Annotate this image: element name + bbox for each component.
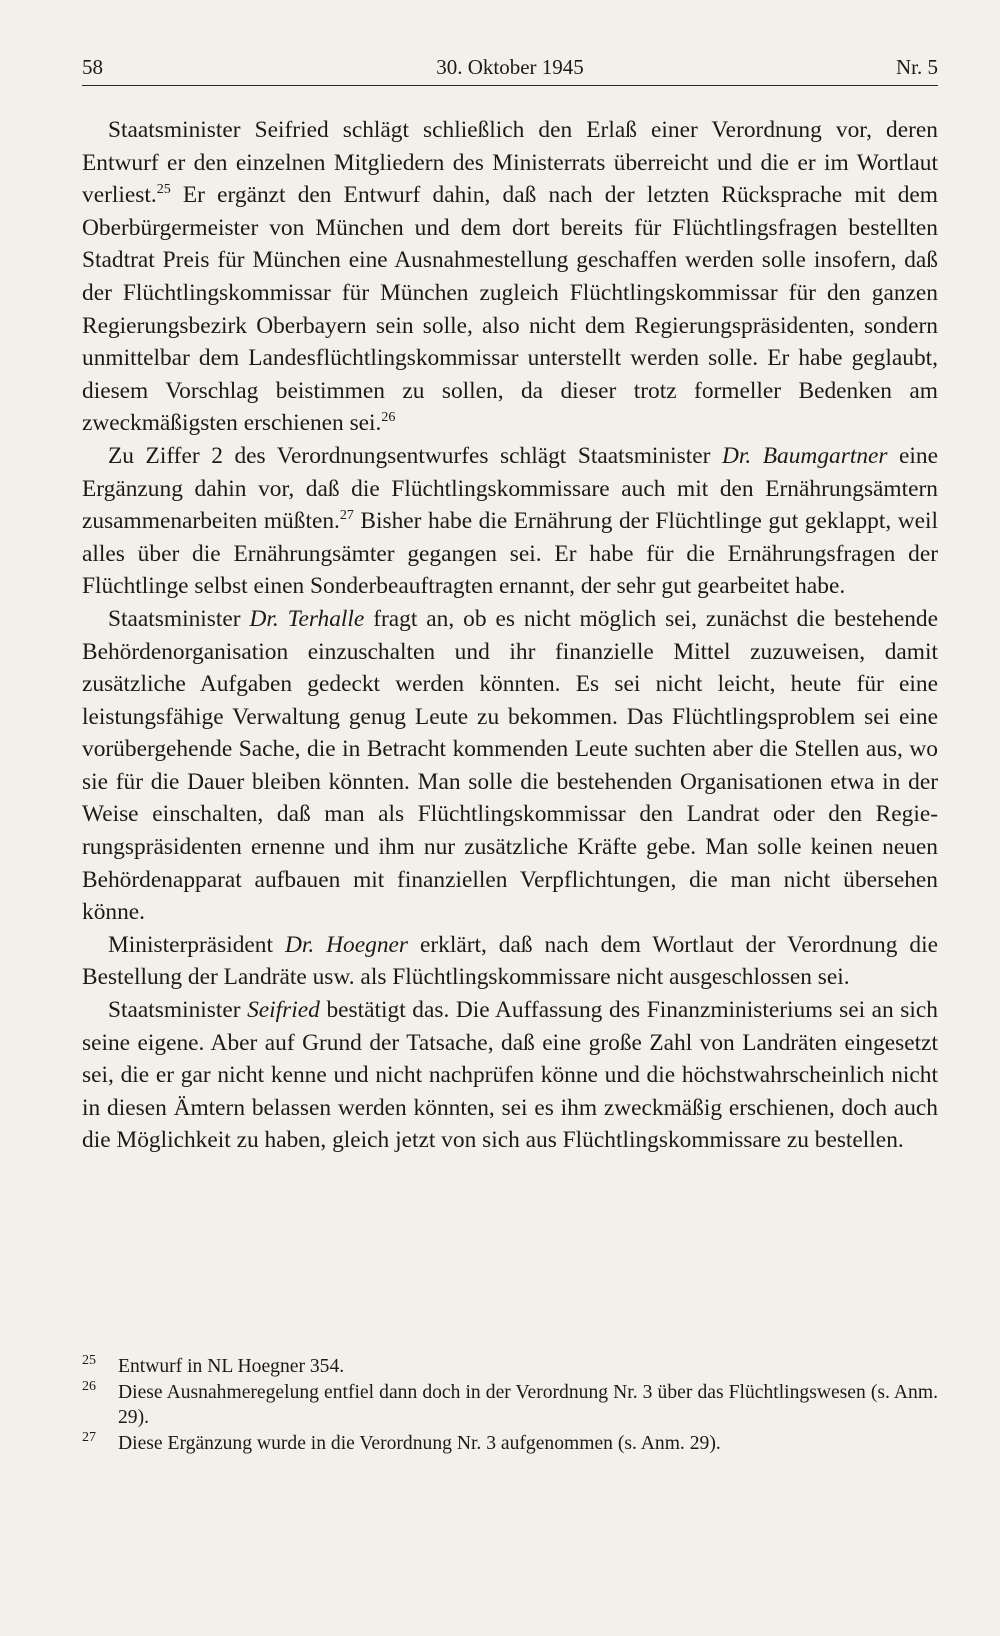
speaker-name: Seifried [247,997,320,1024]
text-segment: Zu Ziffer 2 des Verordnungsentwurfes schlägt Staatsminister [108,442,722,469]
footnote-number: 25 [82,1353,96,1368]
text-segment: Bisher habe die Ernährung der Flüchtlinge gut geklappt, weil alles über die Ernährungsämter gegangen sei. Er habe für die Ernährungsfragen der Flüchtlinge selbst einen Sonderbeauftragten ernannt, der sehr gut gearbeitet habe. [82,508,938,600]
body-paragraph [82,603,938,929]
text-segment: Staatsminister [108,605,250,632]
footnote-text: Entwurf in NL Hoegner 354. [118,1356,345,1377]
text-segment: erklärt, daß nach dem Wortlaut der Verordnung die Bestellung der Landräte usw. als Flüchtlingskommissare nicht ausgeschlossen sei. [82,931,938,991]
header-issue-number: Nr. 5 [896,55,938,79]
body-paragraph [82,114,938,440]
speaker-name: Dr. Terhalle [249,605,365,632]
footnotes [82,1354,938,1456]
body-text [82,114,938,1157]
body-paragraph [82,929,938,994]
running-header [82,52,938,82]
footnote [82,1380,938,1431]
body-paragraph [82,994,938,1157]
header-date: 30. Oktober 1945 [436,55,584,79]
text-segment: Staatsminister [108,997,248,1024]
footnote-text: Diese Ausnahmeregelung entfiel dann doch in der Verordnung Nr. 3 über das Flüchtlingswesen (s. Anm. 29). [118,1381,938,1428]
footnote [82,1354,938,1380]
body-paragraph [82,440,938,603]
text-segment: eine Ergänzung dahin vor, daß die Flüchtlingskommissare auch mit den Ernährungsämtern zusammenarbeiten müßten. [82,442,939,535]
speaker-name: Dr. Hoegner [284,931,408,958]
text-segment: Staatsminister Seifried schlägt schließlich den Erlaß einer Verordnung vor, deren Entwurf er den einzelnen Mitgliedern des Ministerrats überreicht und die er im Wortlaut verliest. [82,117,938,209]
footnote-reference: 25 [156,182,171,198]
text-segment: Er ergänzt den Entwurf dahin, daß nach der letzten Rücksprache mit dem Oberbürgermeister von München und dem dort bereits für Flüchtlingsfragen bestellten Stadtrat Preis für München eine Ausnahmestellung geschaffen werden solle insofern, daß der Flüchtlingskommissar für München zugleich Flüchtlingskommissar für den ganzen Regierungsbezirk Oberbayern sein solle, also nicht dem Regierungspräsidenten, sondern unmittelbar dem Landesflüchtlingskommissar unterstellt werden solle. Er habe geglaubt, diesem Vorschlag beistimmen zu sollen, da dieser trotz formeller Bedenken am zweckmäßigsten erschienen sei. [82,182,938,437]
text-segment: bestätigt das. Die Auffassung des Finanzministeriums sei an sich seine eigene. Aber auf Grund der Tatsache, daß eine große Zahl von Landräten eingesetzt sei, die er gar nicht kenne und nicht nachprüfen könne und die höchstwahrscheinlich nicht in diesen Ämtern belassen werden könnten, sei es ihm zweckmäßig erschienen, doch auch die Möglichkeit zu haben, gleich jetzt von sich aus Flüchtlingskommissare zu bestellen. [82,997,938,1154]
footnote-reference: 27 [339,508,354,524]
footnote-text: Diese Ergänzung wurde in die Verordnung Nr. 3 aufgenommen (s. Anm. 29). [118,1432,721,1454]
text-segment: Ministerpräsident [108,931,285,958]
text-segment: fragt an, ob es nicht möglich sei, zunächst die bestehende Behördenorganisation einzuschalten und ihr finanzielle Mittel zuzuweisen, damit zusätzliche Aufgaben gedeckt werden könnten. Es sei nicht leicht, heute für eine leistungsfähige Verwaltung genug Leute zu bekommen. Das Flüchtlingsproblem sei eine vorübergehende Sache, die in Betracht kommenden Leute suchten aber die Stellen aus, wo sie für die Dauer bleiben könnten. Man solle die bestehenden Organisationen etwa in der Weise einschalten, daß man als Flüchtlingskommissar den Landrat oder den Regierungspräsidenten ernenne und ihm nur zusätzliche Kräfte gebe. Man solle keinen neuen Behördenapparat aufbauen mit finanziellen Verpflichtungen, die man nicht übersehen könne. [82,605,938,926]
footnote-reference: 26 [381,410,396,426]
footnote [82,1431,938,1457]
speaker-name: Dr. Baumgartner [721,442,888,469]
page-number: 58 [82,55,103,79]
footnote-number: 26 [82,1378,96,1394]
footnote-number: 27 [82,1429,96,1445]
header-rule [82,85,938,86]
